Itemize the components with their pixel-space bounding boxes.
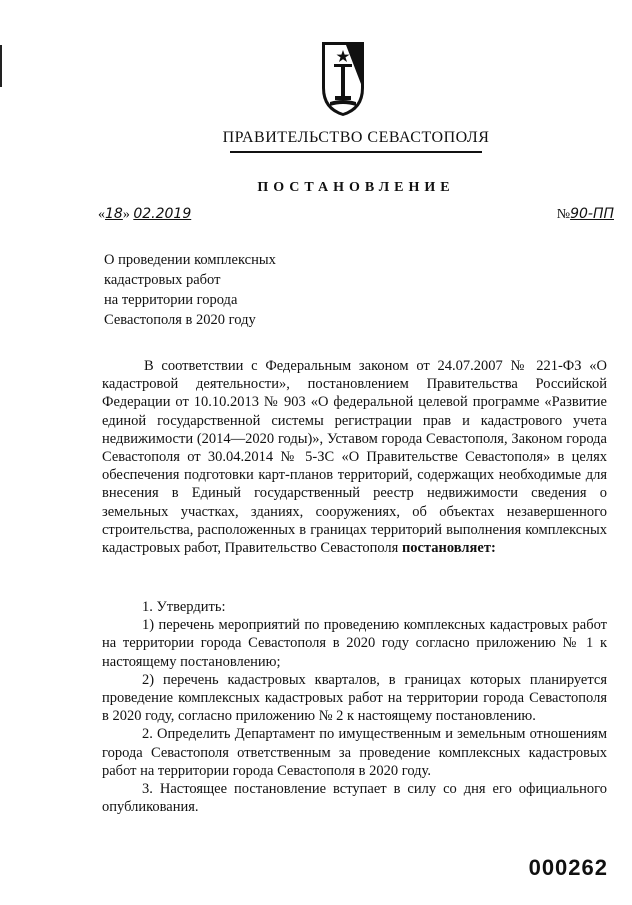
date-month-year: 02.2019	[133, 206, 192, 222]
title-underline	[230, 151, 482, 153]
government-title: ПРАВИТЕЛЬСТВО СЕВАСТОПОЛЯ	[222, 129, 490, 146]
number-prefix: №	[556, 207, 571, 222]
subject-line: кадастровых работ	[104, 272, 221, 288]
document-number	[557, 206, 614, 223]
stamp-number: 000262	[528, 855, 608, 880]
date-day: 18	[105, 206, 123, 222]
document-date	[98, 206, 191, 223]
scan-edge-mark	[0, 45, 2, 87]
subject-line: на территории города	[104, 292, 238, 308]
item-1: 1. Утвердить:	[142, 599, 226, 615]
item-3: 3. Настоящее постановление вступает в силу со дня его официального опубликования.	[102, 781, 607, 816]
document-type: ПОСТАНОВЛЕНИЕ	[257, 180, 455, 195]
preamble-text: В соответствии с Федеральным законом от 24.07.2007 № 221-ФЗ «О кадастровой деятельности», постановлением Правительства Российской Федерации от 10.10.2013 № 903 «О федеральной целевой программе «Развитие единой государственной системы регистрации прав и кадастрового учета недвижимости (2014—2020 годы)», Уставом города Севастополя, Законом города Севастополя от 30.04.2014 № 5-ЗС «О Правительстве Севастополя» в целях обеспечения подготовки карт-планов территорий, содержащих необходимые для внесения в Единый государственный реестр недвижимости сведения о земельных участках, зданиях, сооружениях, об объектах незавершенного строительства, расположенных в границах территорий выполнения комплексных кадастровых работ, Правительство Севастополя	[102, 358, 607, 557]
item-1-2: 2) перечень кадастровых кварталов, в границах которых планируется проведение комплексных кадастровых работ на территории города Севастополя в 2020 году, согласно приложению № 2 к настоящему постановлению.	[102, 671, 607, 725]
subject-line: Севастополя в 2020 году	[104, 312, 256, 328]
document-subject	[104, 250, 276, 330]
preamble-bold: постановляет:	[401, 540, 496, 557]
date-open-quote: «	[98, 207, 105, 222]
subject-line: О проведении комплексных	[104, 252, 276, 268]
coat-of-arms-icon	[320, 40, 366, 118]
decree-items	[102, 598, 607, 816]
preamble-paragraph	[102, 357, 607, 557]
item-2: 2. Определить Департамент по имущественным и земельным отношениям города Севастополя ответственным за проведение комплексных кадастровых работ на территории города Севастополя в 2020 году.	[102, 726, 607, 779]
date-close-quote: »	[122, 207, 130, 222]
item-1-1: 1) перечень мероприятий по проведению комплексных кадастровых работ на территории города Севастополя в 2020 году согласно приложению № 1 к настоящему постановлению;	[102, 617, 607, 670]
number-value: 90-ПП	[570, 206, 614, 222]
